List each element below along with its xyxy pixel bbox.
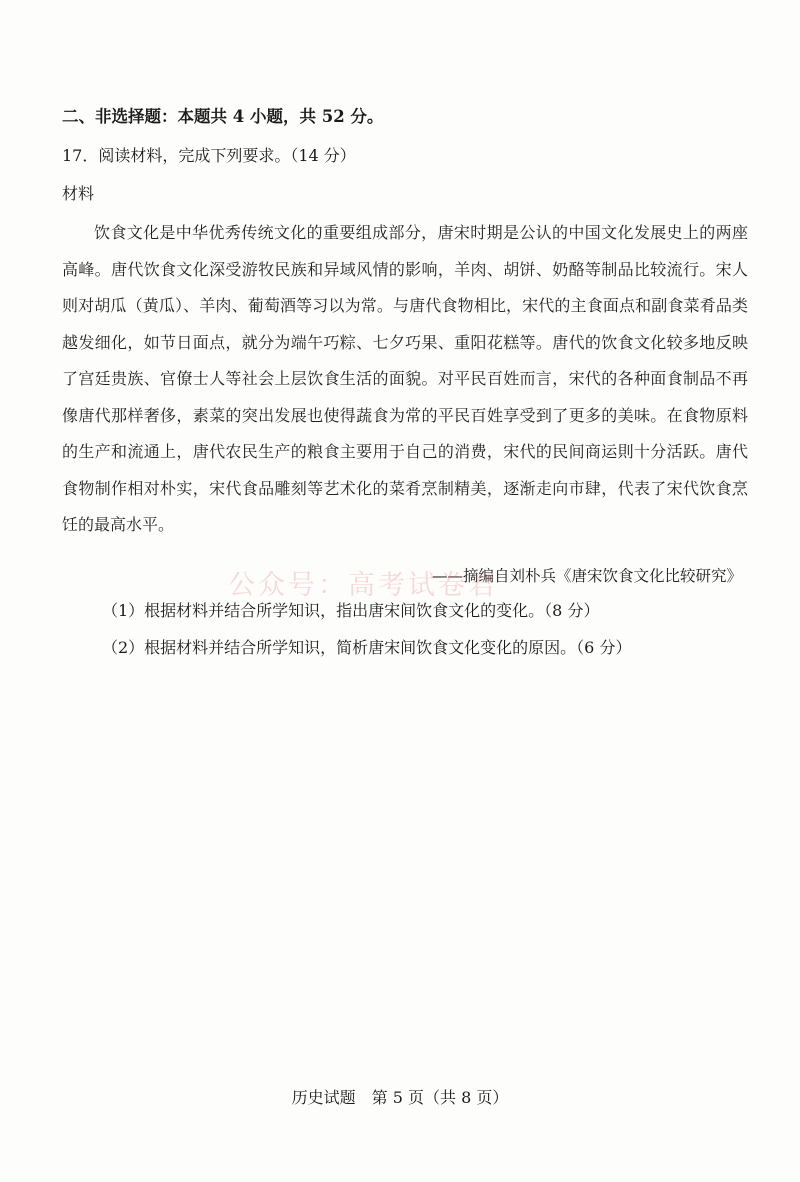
material-source: ——摘编自刘朴兵《唐宋饮食文化比较研究》 — [431, 567, 742, 585]
material-text: 饮食文化是中华优秀传统文化的重要组成部分，唐宋时期是公认的中国文化发展史上的两座高峰。唐代饮食文化深受游牧民族和异域风情的影响，羊肉、胡饼、奶酪等制品比较流行。宋人则对胡瓜（黄瓜）、羊肉、葡萄酒等习以为常。与唐代食物相比，宋代的主食面点和副食菜肴品类越发细化，如节日面点，就分为端午巧粽、七夕巧果、重阳花糕等。唐代的饮食文化较多地反映了宫廷贵族、官僚士人等社会上层饮食生活的面貌。对平民百姓而言，宋代的各种面食制品不再像唐代那样奢侈，素菜的突出发展也使得蔬食为常的平民百姓享受到了更多的美味。在食物原料的生产和流通上，唐代农民生产的粮食主要用于自己的消费，宋代的民间商运則十分活跃。唐代食物制作相对朴实，宋代食品雕刻等艺术化的菜肴烹制精美，逐渐走向市肆，代表了宋代饮食烹饪的最高水平。 — [62, 223, 748, 534]
watermark: 公众号：高考试卷君 — [228, 570, 498, 601]
material-heading: 材料 — [62, 184, 95, 203]
sub-question-1: （1）根据材料并结合所学知识，指出唐宋间饮食文化的变化。（8 分） — [102, 601, 600, 620]
page-footer: 历史试题 第 5 页（共 8 页） — [291, 1088, 509, 1107]
section-title: 二、非选择题：本题共 4 小题，共 52 分。 — [62, 107, 384, 126]
question-17-prompt: 17．阅读材料，完成下列要求。（14 分） — [62, 146, 356, 165]
sub-question-2: （2）根据材料并结合所学知识，简析唐宋间饮食文化变化的原因。（6 分） — [102, 638, 632, 657]
